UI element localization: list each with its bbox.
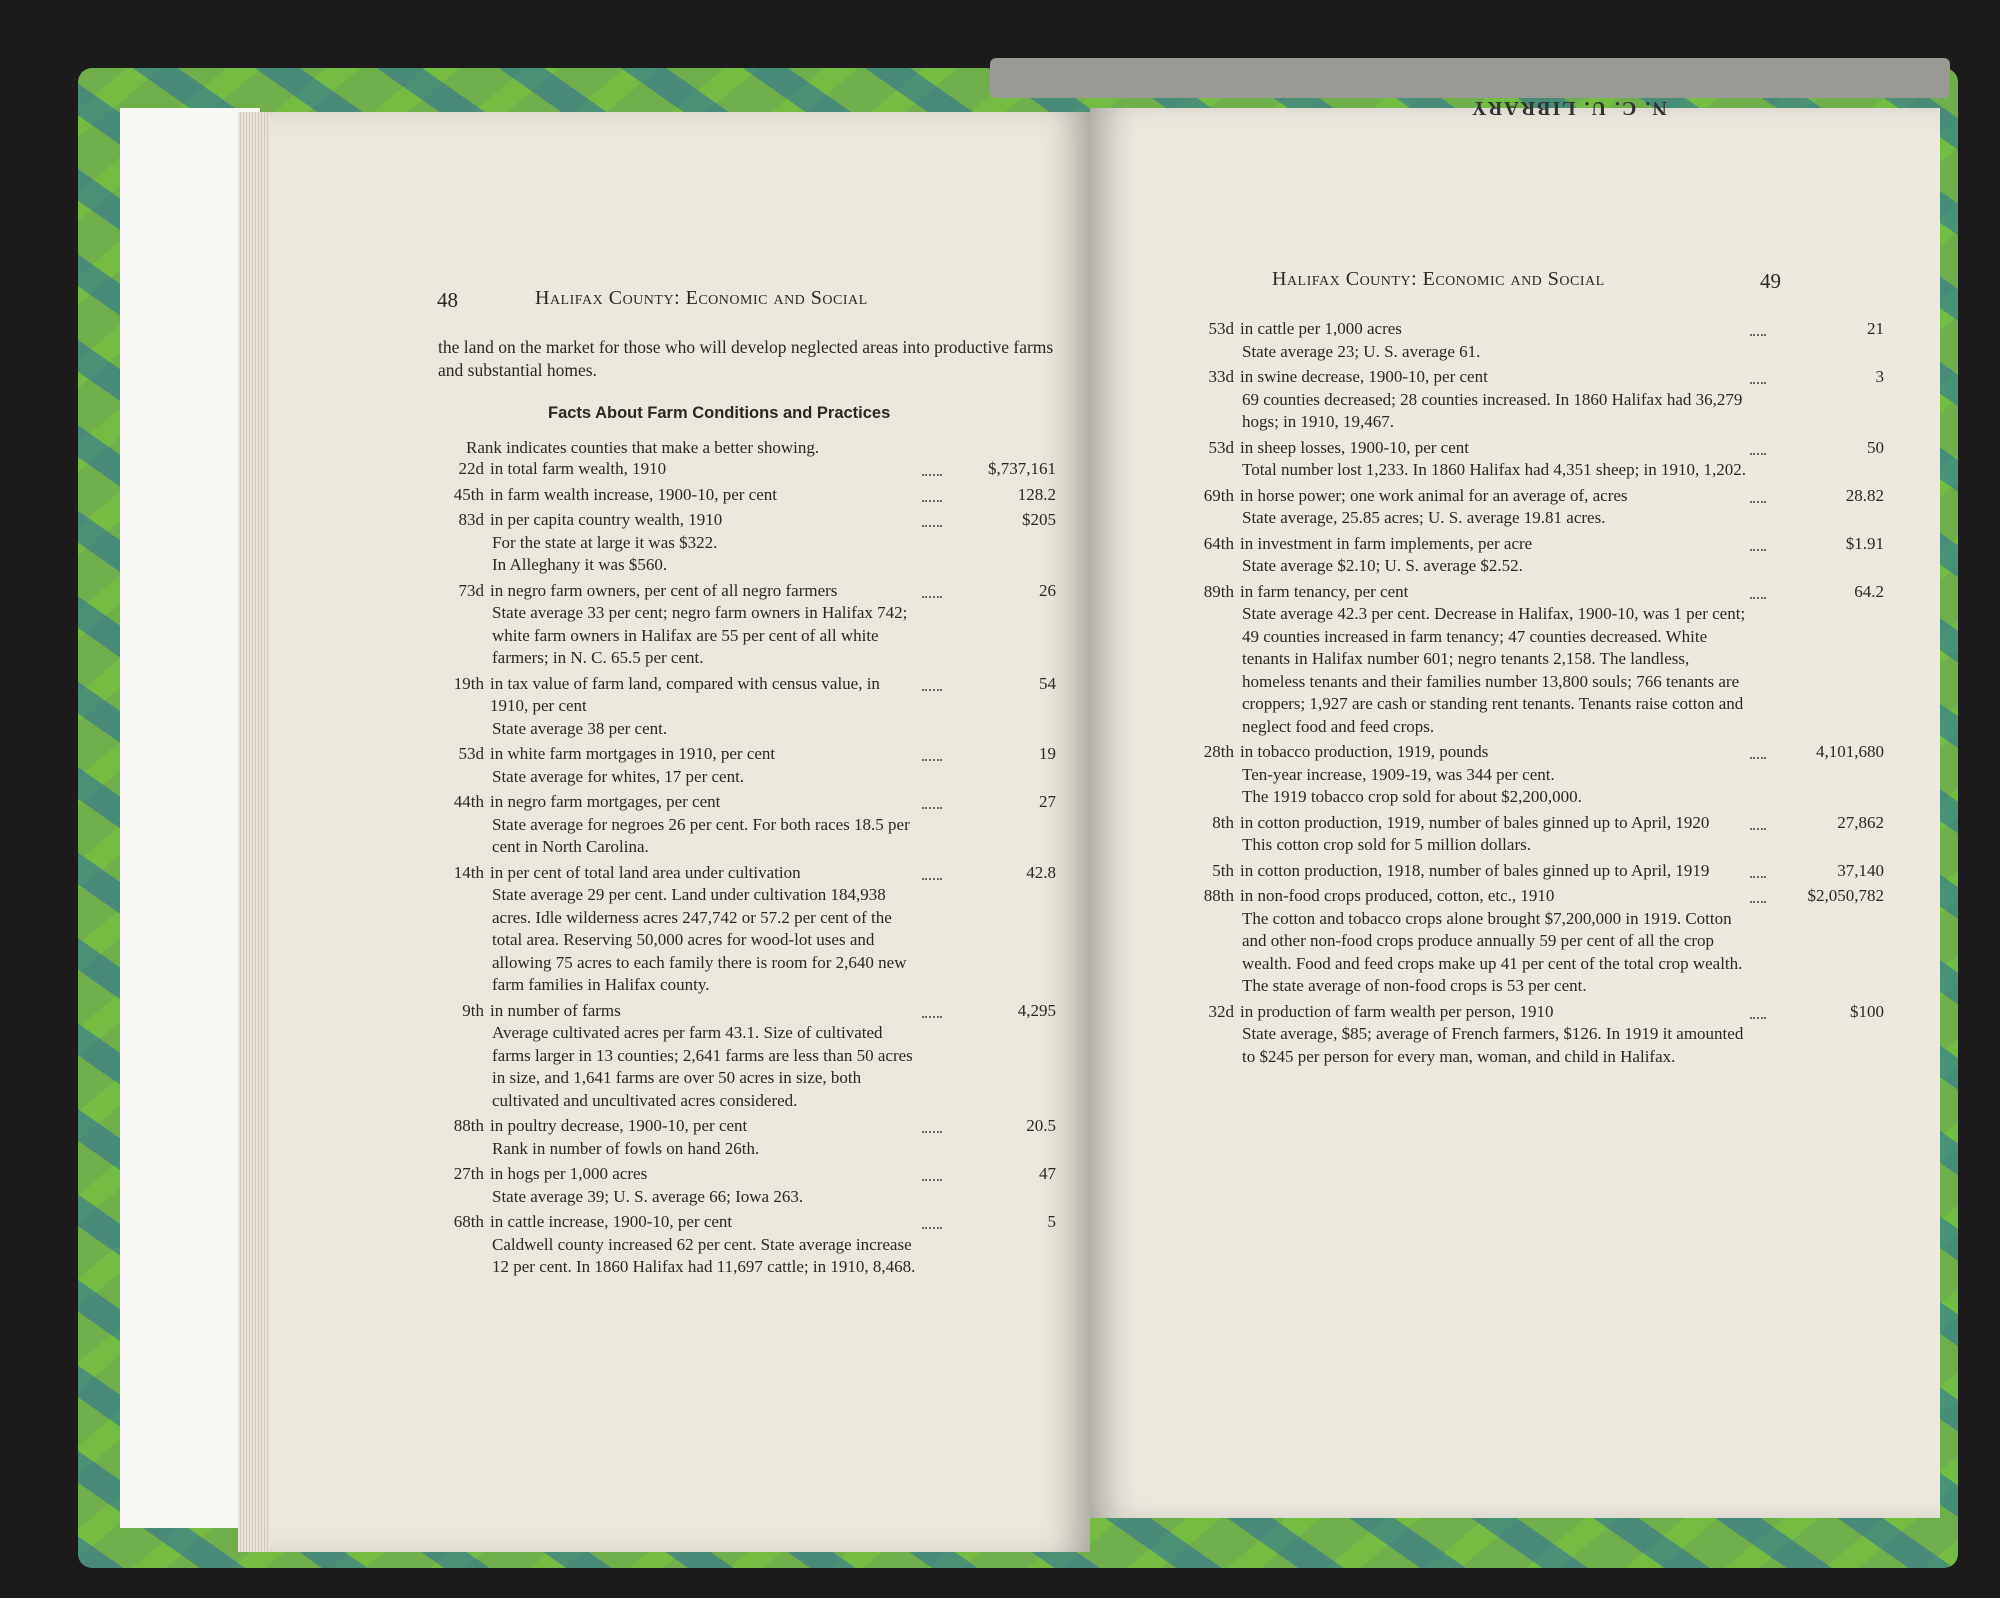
- entry-text: in cattle per 1,000 acres: [1240, 319, 1402, 338]
- dot-leader: [1750, 366, 1766, 384]
- entry-text: in cotton production, 1918, number of bales ginned up to April, 1919: [1240, 860, 1710, 880]
- dot-leader: [1750, 318, 1766, 336]
- rank: 64th: [1203, 533, 1234, 553]
- entry-body: [1240, 437, 1750, 482]
- entry-notes: [490, 1022, 922, 1112]
- entry-value: 54: [1039, 673, 1056, 693]
- intro-paragraph: the land on the market for those who will develop neglected areas into productive farms and substantial homes.: [438, 337, 1054, 380]
- entry-body: [490, 484, 922, 507]
- entry-note: State average 39; U. S. average 66; Iowa 263.: [492, 1186, 804, 1206]
- entry-notes: [490, 1186, 922, 1209]
- entry-text: in investment in farm implements, per acre: [1240, 533, 1533, 553]
- entry-notes: [490, 718, 922, 741]
- entry-body: [490, 1211, 922, 1279]
- table-row: [1180, 741, 1890, 809]
- dot-leader: [1750, 437, 1766, 455]
- rank: 69th: [1203, 485, 1234, 505]
- entry-notes: [1240, 1023, 1750, 1068]
- entry-text: in negro farm mortgages, per cent: [490, 792, 721, 811]
- table-row: [1180, 437, 1890, 482]
- entry-note: State average, 25.85 acres; U. S. average 19.81 acres.: [1242, 508, 1606, 527]
- rank: 22d: [458, 459, 484, 478]
- entry-text: in per cent of total land area under cultivation: [490, 862, 801, 882]
- entry-text: in farm wealth increase, 1900-10, per cent: [490, 484, 777, 504]
- entry-body: [1240, 741, 1750, 809]
- entry-note: Average cultivated acres per farm 43.1. Size of cultivated farms larger in 13 counties; 2,641 farms are less than 50 acres in size, and 1,641 farms are over 50 acres in size, both cultivated and uncultivated acres considered.: [492, 1023, 913, 1110]
- rank: 68th: [453, 1212, 484, 1231]
- entry-note: Rank in number of fowls on hand 26th.: [492, 1138, 760, 1158]
- entry-body: [1240, 812, 1750, 857]
- table-row: [1180, 1001, 1890, 1069]
- entry-notes: [1240, 764, 1750, 809]
- dot-leader: [1750, 885, 1766, 903]
- dot-leader: [922, 509, 942, 527]
- table-row: [432, 862, 1062, 997]
- entry-text: in per capita country wealth, 1910: [490, 510, 723, 529]
- entry-text: in cattle increase, 1900-10, per cent: [490, 1212, 733, 1231]
- entry-notes: [1240, 834, 1750, 857]
- dot-leader: [922, 862, 942, 880]
- entries-list: [1180, 318, 1890, 1071]
- dot-leader: [922, 673, 942, 691]
- entry-body: [1240, 485, 1750, 530]
- entry-value: 64.2: [1854, 581, 1884, 601]
- entry-body: [490, 743, 922, 788]
- entry-note: State average, $85; average of French farmers, $126. In 1919 it amounted to $245 per person for every man, woman, and child in Halifax.: [1242, 1024, 1744, 1066]
- rank: 9th: [462, 1000, 484, 1020]
- entry-value: $2,050,782: [1807, 886, 1884, 905]
- rank: 32d: [1208, 1001, 1234, 1021]
- table-row: [432, 458, 1062, 481]
- entry-note: State average 33 per cent; negro farm owners in Halifax 742; white farm owners in Halifax are 55 per cent of all white farmers; in N. C. 65.5 per cent.: [492, 603, 908, 667]
- entry-text: in swine decrease, 1900-10, per cent: [1240, 367, 1488, 386]
- entry-value: 21: [1867, 319, 1884, 338]
- right-page: [1090, 108, 1940, 1518]
- entry-value: $205: [1022, 510, 1056, 529]
- entry-body: [1240, 533, 1750, 578]
- entry-value: 37,140: [1837, 860, 1884, 880]
- entry-value: $100: [1850, 1001, 1884, 1021]
- entry-value: 42.8: [1026, 862, 1056, 882]
- entry-body: [1240, 318, 1750, 363]
- table-row: [1180, 812, 1890, 857]
- entry-note: For the state at large it was $322.: [492, 532, 718, 552]
- entry-value: 5: [1047, 1212, 1056, 1231]
- page-number: 48: [437, 288, 458, 312]
- entry-note: Caldwell county increased 62 per cent. State average increase 12 per cent. In 1860 Halifax had 11,697 cattle; in 1910, 8,468.: [492, 1234, 916, 1276]
- entry-note: Total number lost 1,233. In 1860 Halifax had 4,351 sheep; in 1910, 1,202.: [1242, 460, 1747, 479]
- entry-note: State average for whites, 17 per cent.: [492, 766, 745, 786]
- section-title: Facts About Farm Conditions and Practices: [548, 404, 891, 422]
- entry-value: 3: [1875, 367, 1884, 386]
- dot-leader: [922, 1000, 942, 1018]
- entry-body: [490, 673, 922, 741]
- entry-text: in non-food crops produced, cotton, etc., 1910: [1240, 886, 1555, 905]
- entry-notes: [1240, 389, 1750, 434]
- entry-note: State average for negroes 26 per cent. For both races 18.5 per cent in North Carolina.: [492, 814, 910, 856]
- rank: 53d: [1208, 437, 1234, 457]
- entry-text: in sheep losses, 1900-10, per cent: [1240, 437, 1469, 457]
- entry-note: Ten-year increase, 1909-19, was 344 per cent.: [1242, 764, 1555, 784]
- entry-note: In Alleghany it was $560.: [492, 555, 668, 574]
- entry-text: in cotton production, 1919, number of bales ginned up to April, 1920: [1240, 812, 1710, 832]
- rank: 5th: [1212, 860, 1234, 880]
- entry-body: [490, 580, 922, 670]
- dot-leader: [922, 1211, 942, 1229]
- dot-leader: [922, 580, 942, 598]
- rank: 44th: [453, 792, 484, 811]
- rank: 45th: [453, 484, 484, 504]
- entry-value: 27: [1039, 792, 1056, 811]
- table-row: [432, 673, 1062, 741]
- entry-note: State average $2.10; U. S. average $2.52.: [1242, 556, 1523, 575]
- table-row: [432, 484, 1062, 507]
- entry-value: $,737,161: [988, 459, 1056, 478]
- dot-leader: [922, 1163, 942, 1181]
- table-row: [432, 1115, 1062, 1160]
- rank: 88th: [1203, 886, 1234, 905]
- entry-body: [490, 862, 922, 997]
- rank: 53d: [1208, 319, 1234, 338]
- table-row: [1180, 366, 1890, 434]
- entry-notes: [490, 1138, 922, 1161]
- table-row: [1180, 860, 1890, 883]
- rank: 53d: [458, 744, 484, 763]
- entry-notes: [490, 884, 922, 997]
- entry-body: [1240, 1001, 1750, 1069]
- page-number: 49: [1760, 269, 1781, 293]
- entry-text: in total farm wealth, 1910: [490, 459, 667, 478]
- entry-body: [490, 791, 922, 859]
- entry-note: State average 29 per cent. Land under cultivation 184,938 acres. Idle wilderness acres 247,742 or 57.2 per cent of the total area. Reserving 50,000 acres for wood-lot uses and allowing 75 acres to each family there is room for 2,640 new farm families in Halifax county.: [492, 885, 907, 994]
- entry-value: 26: [1039, 580, 1056, 600]
- entry-note: The cotton and tobacco crops alone brought $7,200,000 in 1919. Cotton and other non-food crops produce annually 59 per cent of all the crop wealth. Food and feed crops make up 41 per cent of the total crop wealth. The state average of non-food crops is 53 per cent.: [1242, 908, 1743, 995]
- rank: 89th: [1203, 581, 1234, 601]
- entry-notes: [1240, 459, 1750, 482]
- rank: 73d: [458, 580, 484, 600]
- book-spine: [990, 58, 1950, 98]
- rank: 19th: [453, 673, 484, 693]
- dot-leader: [1750, 533, 1766, 551]
- rank: 88th: [453, 1116, 484, 1135]
- entry-body: [1240, 581, 1750, 739]
- entry-value: 47: [1039, 1164, 1056, 1183]
- table-row: [432, 1211, 1062, 1279]
- entry-value: 50: [1867, 437, 1884, 457]
- rank: 8th: [1212, 812, 1234, 832]
- entry-note: The 1919 tobacco crop sold for about $2,200,000.: [1242, 787, 1582, 806]
- dot-leader: [1750, 581, 1766, 599]
- table-row: [432, 791, 1062, 859]
- entry-notes: [490, 602, 922, 670]
- rank: 27th: [453, 1164, 484, 1183]
- running-header: Halifax County: Economic and Social: [535, 287, 868, 309]
- entry-text: in tax value of farm land, compared with census value, in 1910, per cent: [490, 673, 880, 715]
- entry-value: 128.2: [1017, 484, 1056, 504]
- dot-leader: [922, 1115, 942, 1133]
- entry-body: [490, 1115, 922, 1160]
- entry-note: State average 38 per cent.: [492, 718, 668, 738]
- dot-leader: [1750, 485, 1766, 503]
- entry-body: [1240, 885, 1750, 998]
- entry-value: 28.82: [1845, 485, 1884, 505]
- dot-leader: [922, 458, 942, 476]
- library-stamp: N. C. U. LIBRARY: [1470, 97, 1667, 119]
- entry-text: in production of farm wealth per person, 1910: [1240, 1001, 1554, 1021]
- entry-notes: [1240, 603, 1750, 738]
- entry-notes: [1240, 908, 1750, 998]
- table-row: [432, 1163, 1062, 1208]
- entry-value: 20.5: [1026, 1116, 1056, 1135]
- entry-body: [490, 1163, 922, 1208]
- entry-text: in tobacco production, 1919, pounds: [1240, 742, 1489, 761]
- entry-text: in negro farm owners, per cent of all negro farmers: [490, 580, 838, 600]
- entry-body: [490, 1000, 922, 1113]
- dot-leader: [1750, 812, 1766, 830]
- entry-value: 4,295: [1017, 1000, 1056, 1020]
- entry-value: $1.91: [1845, 533, 1884, 553]
- entry-notes: [1240, 555, 1750, 578]
- table-row: [432, 580, 1062, 670]
- entry-notes: [490, 766, 922, 789]
- entry-text: in farm tenancy, per cent: [1240, 581, 1409, 601]
- dot-leader: [922, 791, 942, 809]
- entry-note: State average 42.3 per cent. Decrease in Halifax, 1900-10, was 1 per cent; 49 counties increased in farm tenancy; 47 counties decreased. White tenants in Halifax number 601; negro tenants 2,158. The landless, homeless tenants and their families number 13,800 souls; 766 tenants are croppers; 1,927 are cash or standing rent tenants. Tenants raise cotton and neglect food and feed crops.: [1242, 604, 1746, 736]
- entry-notes: [1240, 341, 1750, 364]
- rank: 33d: [1208, 367, 1234, 386]
- entry-body: [1240, 860, 1750, 883]
- entry-notes: [1240, 507, 1750, 530]
- entry-value: 4,101,680: [1816, 742, 1884, 761]
- entries-list: [432, 458, 1062, 1282]
- rank: 28th: [1203, 742, 1234, 761]
- entry-body: [490, 458, 922, 481]
- entry-body: [490, 509, 922, 577]
- dot-leader: [1750, 1001, 1766, 1019]
- entry-note: This cotton crop sold for 5 million dollars.: [1242, 835, 1531, 854]
- dot-leader: [922, 743, 942, 761]
- table-row: [432, 1000, 1062, 1113]
- entry-text: in number of farms: [490, 1000, 621, 1020]
- table-row: [1180, 318, 1890, 363]
- rank: 83d: [458, 510, 484, 529]
- entry-note: 69 counties decreased; 28 counties increased. In 1860 Halifax had 36,279 hogs; in 1910, 19,467.: [1242, 389, 1743, 431]
- running-header: Halifax County: Economic and Social: [1272, 268, 1605, 290]
- rank-note: Rank indicates counties that make a better showing.: [466, 438, 820, 457]
- rank: 14th: [453, 862, 484, 882]
- entry-body: [1240, 366, 1750, 434]
- table-row: [1180, 885, 1890, 998]
- entry-value: 27,862: [1837, 812, 1884, 832]
- entry-notes: [490, 1234, 922, 1279]
- entry-value: 19: [1039, 744, 1056, 763]
- entry-text: in poultry decrease, 1900-10, per cent: [490, 1116, 748, 1135]
- table-row: [1180, 485, 1890, 530]
- entry-text: in white farm mortgages in 1910, per cent: [490, 744, 776, 763]
- table-row: [432, 743, 1062, 788]
- table-row: [1180, 533, 1890, 578]
- table-row: [432, 509, 1062, 577]
- entry-note: State average 23; U. S. average 61.: [1242, 341, 1481, 361]
- table-row: [1180, 581, 1890, 739]
- entry-notes: [490, 532, 922, 577]
- entry-notes: [490, 814, 922, 859]
- dot-leader: [922, 484, 942, 502]
- left-page: [270, 112, 1090, 1552]
- entry-text: in hogs per 1,000 acres: [490, 1164, 648, 1183]
- entry-text: in horse power; one work animal for an average of, acres: [1240, 485, 1628, 505]
- dot-leader: [1750, 741, 1766, 759]
- dot-leader: [1750, 860, 1766, 878]
